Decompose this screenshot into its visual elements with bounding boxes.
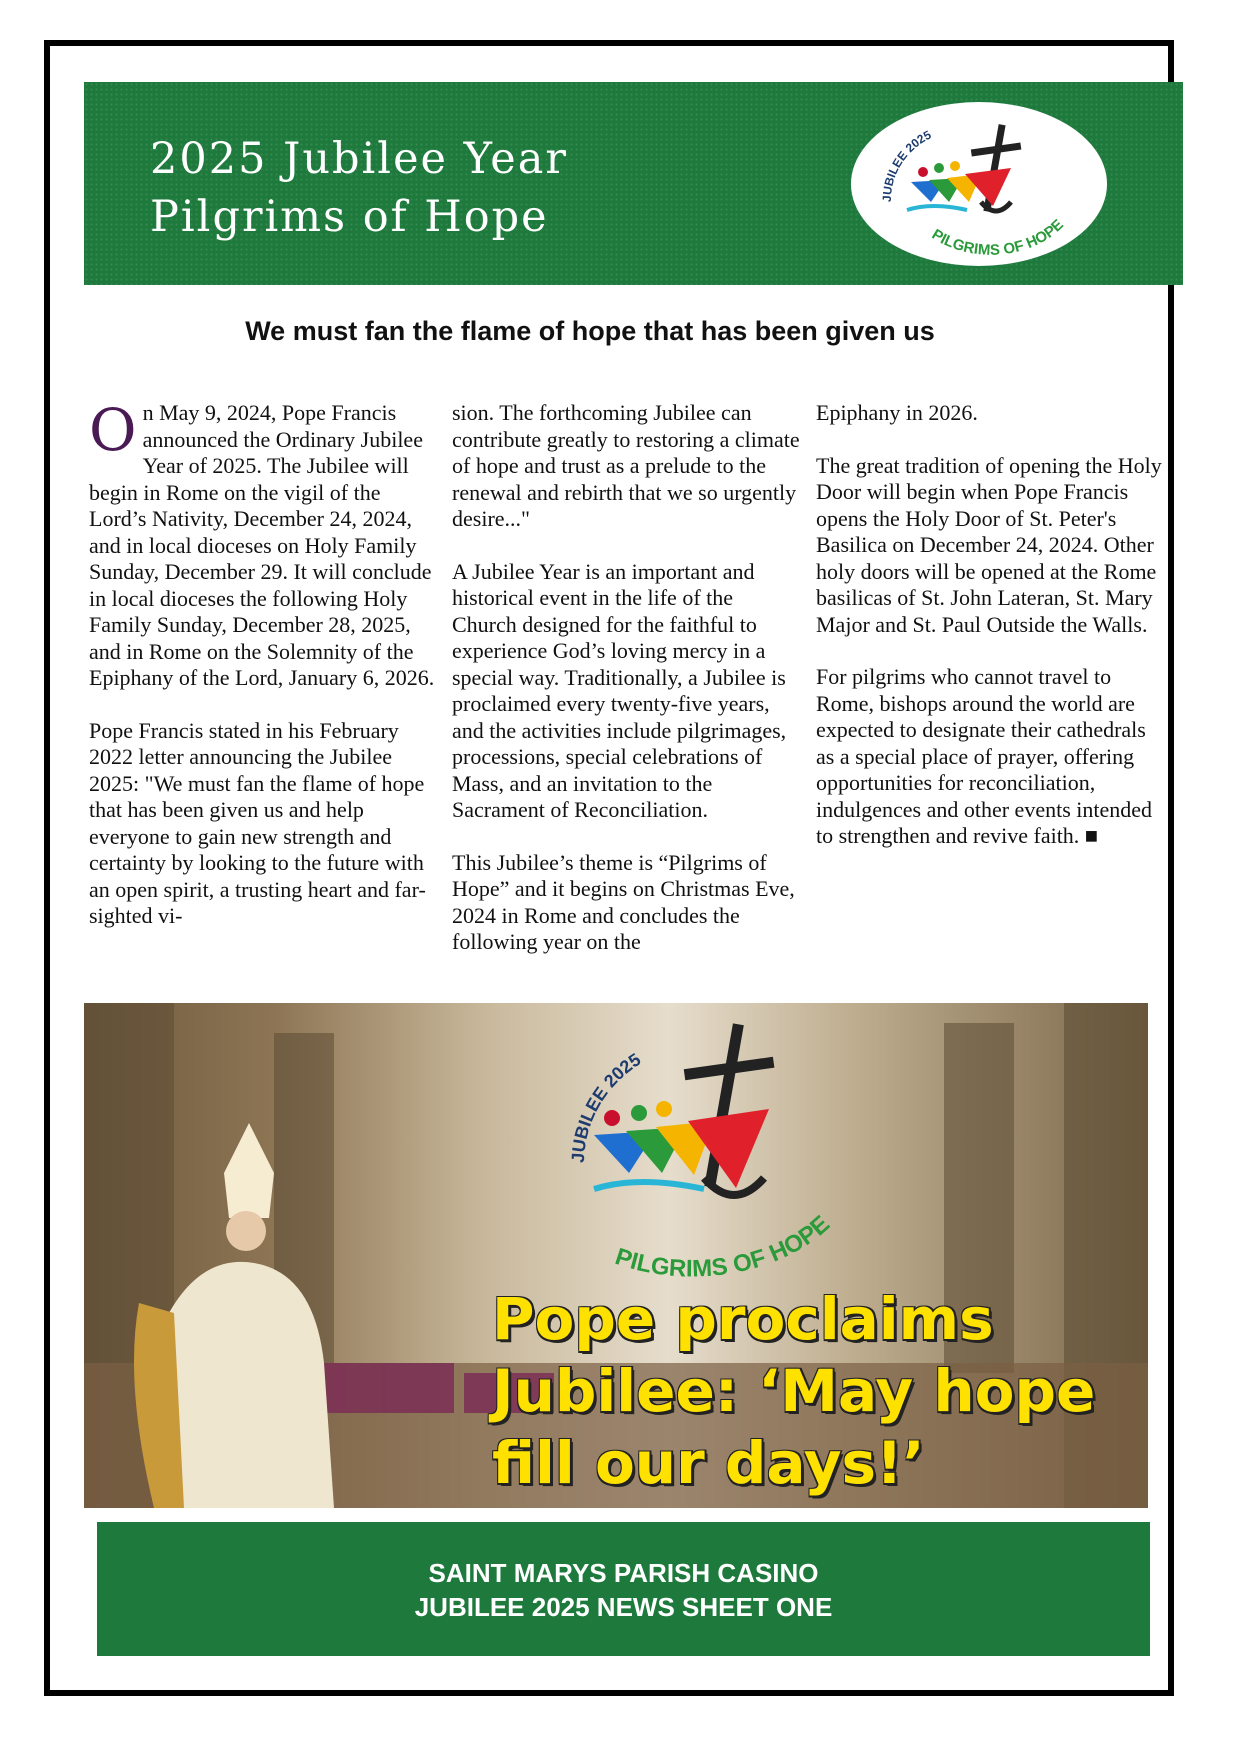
caption-line3: fill our days!’: [492, 1429, 925, 1497]
article-paragraph: For pilgrims who cannot travel to Rome, bishops around the world are expected to designate their cathedrals as a special place of prayer, offering opportunities for reconciliation, indulgences and other events intended to strengthen and revive faith. ■: [816, 664, 1153, 848]
caption-line2: Jubilee: ‘May hope: [492, 1357, 1096, 1425]
masthead-title: [150, 130, 568, 246]
article-headline: We must fan the flame of hope that has been given us: [245, 316, 935, 346]
article-paragraph: The great tradition of opening the Holy Door will begin when Pope Francis opens the Holy Door of St. Peter's Basilica on December 24, 2024. Other holy doors will be opened at the Rome basilicas of St. John Lateran, St. Mary Major and St. Paul Outside the Walls.: [816, 452, 1162, 637]
footer-sheet-title: JUBILEE 2025 NEWS SHEET ONE: [414, 1592, 833, 1622]
masthead-banner: [84, 82, 1183, 285]
article-paragraph: This Jubilee’s theme is “Pilgrims of Hope” and it begins on Christmas Eve, 2024 in Rome and concludes the following year on the: [452, 849, 795, 954]
footer-parish-name: SAINT MARYS PARISH CASINO: [428, 1558, 819, 1588]
article-column-1: [89, 396, 441, 956]
pilgrims-figures-icon: [594, 1101, 769, 1189]
footer-banner: [97, 1522, 1150, 1656]
drop-cap: O: [89, 396, 137, 464]
photo-jubilee-logo: [524, 1013, 924, 1313]
svg-text:PILGRIMS OF HOPE: [929, 216, 1067, 259]
article-column-3: [816, 400, 1166, 876]
jubilee-logo-graphic: [851, 102, 1107, 266]
svg-text:PILGRIMS OF HOPE: [612, 1210, 835, 1282]
photo-logo-arc-top-text: JUBILEE 2025: [567, 1049, 645, 1164]
article-paragraph: [89, 396, 441, 692]
article-paragraph: sion. The forthcoming Jubilee can contribute greatly to restoring a climate of hope and trust as a prelude to the renewal and rebirth that we so urgently desire...": [452, 400, 800, 531]
article-paragraph: Epiphany in 2026.: [816, 400, 978, 425]
feature-photo: [84, 1003, 1148, 1508]
logo-arc-top-text: JUBILEE 2025: [879, 127, 934, 203]
photo-logo-arc-bottom-text: PILGRIMS OF HOPE: [611, 1210, 835, 1283]
article-column-2: [452, 400, 802, 982]
paragraph-text: n May 9, 2024, Pope Francis announced the Ordinary Jubilee Year of 2025. The Jubilee will begin in Rome on the vigil of the Lord’s Nativity, December 24, 2024, and in local dioceses on Holy Family Sunday, December 29. It will conclude in local dioceses the following Holy Family Sunday, December 28, 2025, and in Rome on the Solemnity of the Epiphany of the Lord, January 6, 2026.: [89, 400, 435, 690]
masthead-title-line2: Pilgrims of Hope: [150, 192, 549, 242]
photo-caption: [492, 1283, 1095, 1499]
logo-arc-bottom-text: PILGRIMS OF HOPE: [928, 216, 1067, 259]
article-paragraph: A Jubilee Year is an important and historical event in the life of the Church designed for the faithful to experience God’s loving mercy in a special way. Traditionally, a Jubilee is proclaimed every twenty-five years, and the activities include pilgrimages, processions, special celebrations of Mass, and an invitation to the Sacrament of Reconciliation.: [452, 558, 787, 822]
article-paragraph: Pope Francis stated in his February 2022 letter announcing the Jubilee 2025: "We must fan the flame of hope that has been given us and help everyone to gain new strength and certainty by looking to the future with an open spirit, a trusting heart and far-sighted vi-: [89, 717, 426, 928]
caption-line1: Pope proclaims: [492, 1285, 994, 1353]
jubilee-logo: [851, 102, 1107, 266]
masthead-title-line1: 2025 Jubilee Year: [150, 134, 568, 184]
